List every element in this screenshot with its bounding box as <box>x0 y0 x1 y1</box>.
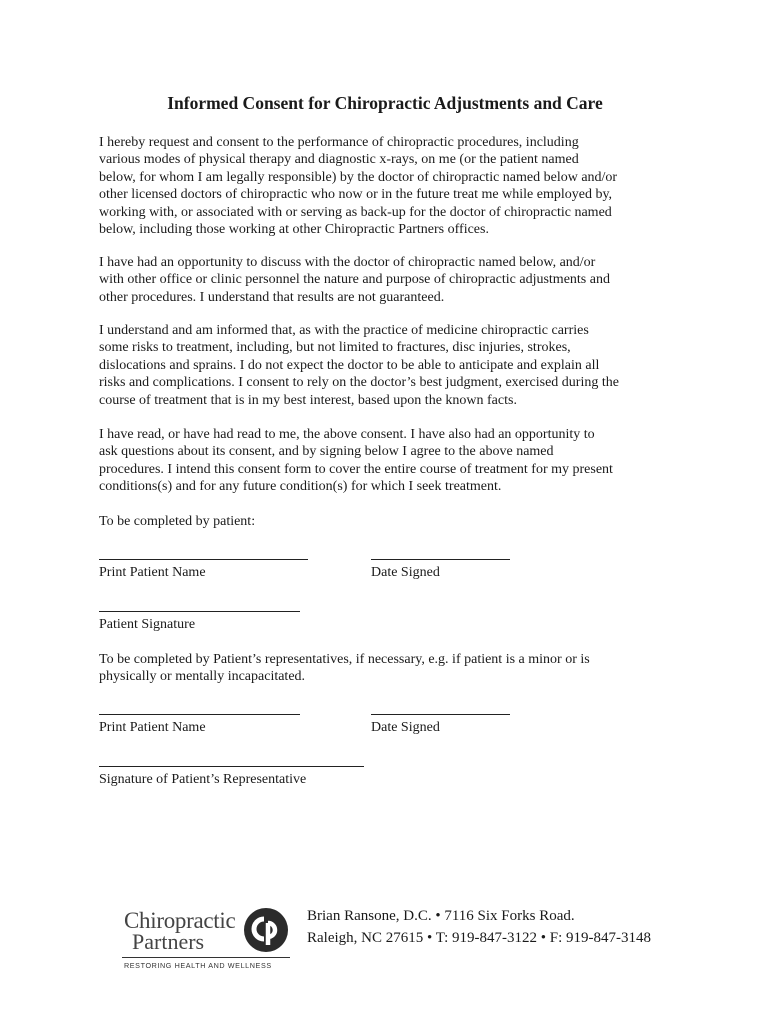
logo-wordmark-line2: Partners <box>132 929 205 954</box>
representative-signature-line[interactable] <box>99 766 364 767</box>
footer-address-line1: Brian Ransone, D.C. • 7116 Six Forks Road. <box>307 908 575 924</box>
paragraph-line: below, for whom I am legally responsible) by the doctor of chiropractic named below and/or <box>99 169 618 185</box>
paragraph-line: To be completed by Patient’s representatives, if necessary, e.g. if patient is a minor or is <box>99 652 590 667</box>
paragraph-line: I have read, or have had read to me, the above consent. I have also had an opportunity to <box>99 427 595 442</box>
paragraph-line: some risks to treatment, including, but not limited to fractures, disc injuries, strokes, <box>99 340 571 356</box>
footer-address-line2: Raleigh, NC 27615 • T: 919-847-3122 • F: 919-847-3148 <box>307 930 652 946</box>
paragraph-line: various modes of physical therapy and diagnostic x-rays, on me (or the patient named <box>99 152 579 168</box>
paragraph-line: physically or mentally incapacitated. <box>99 669 306 685</box>
logo-divider <box>122 957 290 958</box>
paragraph-line: I understand and am informed that, as with the practice of medicine chiropractic carries <box>99 323 589 338</box>
patient-print-name-label: Print Patient Name <box>99 565 206 580</box>
paragraph-line: dislocations and sprains. I do not expect the doctor to be able to anticipate and explain all <box>99 357 600 373</box>
patient-signature-label: Patient Signature <box>99 617 196 632</box>
paragraph-line: ask questions about its consent, and by signing below I agree to the above named <box>99 444 554 460</box>
paragraph-line: working with, or associated with or serving as back-up for the doctor of chiropractic named <box>99 204 612 220</box>
consent-paragraph-2 <box>99 254 679 306</box>
consent-paragraph-3 <box>99 322 679 409</box>
paragraph-line: other procedures. I understand that results are not guaranteed. <box>99 289 445 305</box>
paragraph-line: with other office or clinic personnel the nature and purpose of chiropractic adjustments and <box>99 272 610 288</box>
paragraph-line: course of treatment that is in my best interest, based upon the known facts. <box>99 392 517 408</box>
patient-date-label: Date Signed <box>371 565 440 580</box>
chiropractic-partners-logo <box>122 905 294 977</box>
representative-date-line[interactable] <box>371 714 510 715</box>
consent-paragraph-4 <box>99 426 679 496</box>
logo-tagline: RESTORING HEALTH AND WELLNESS <box>124 961 272 970</box>
paragraph-line: I hereby request and consent to the performance of chiropractic procedures, including <box>99 135 579 150</box>
logo-wordmark-line1: Chiropractic <box>124 908 236 933</box>
representative-print-name-label: Print Patient Name <box>99 720 206 735</box>
representative-date-label: Date Signed <box>371 720 440 735</box>
paragraph-line: other licensed doctors of chiropractic who now or in the future treat me while employed by, <box>99 187 613 203</box>
patient-name-signature-line[interactable] <box>99 559 308 560</box>
representative-signature-label: Signature of Patient’s Representative <box>99 772 307 787</box>
cp-monogram-icon <box>243 907 289 953</box>
paragraph-line: I have had an opportunity to discuss with the doctor of chiropractic named below, and/or <box>99 255 596 270</box>
paragraph-line: below, including those working at other Chiropractic Partners offices. <box>99 222 489 238</box>
consent-paragraph-1 <box>99 134 679 238</box>
representative-patient-name-line[interactable] <box>99 714 300 715</box>
representative-section-heading <box>99 651 679 686</box>
document-title: Informed Consent for Chiropractic Adjustments and Care <box>167 93 603 113</box>
paragraph-line: conditions(s) and for any future condition(s) for which I seek treatment. <box>99 479 502 495</box>
paragraph-line: risks and complications. I consent to rely on the doctor’s best judgment, exercised during the <box>99 375 619 391</box>
patient-date-line[interactable] <box>371 559 510 560</box>
paragraph-line: procedures. I intend this consent form to cover the entire course of treatment for my present <box>99 461 613 477</box>
patient-signature-line[interactable] <box>99 611 300 612</box>
patient-section-heading: To be completed by patient: <box>99 514 256 529</box>
